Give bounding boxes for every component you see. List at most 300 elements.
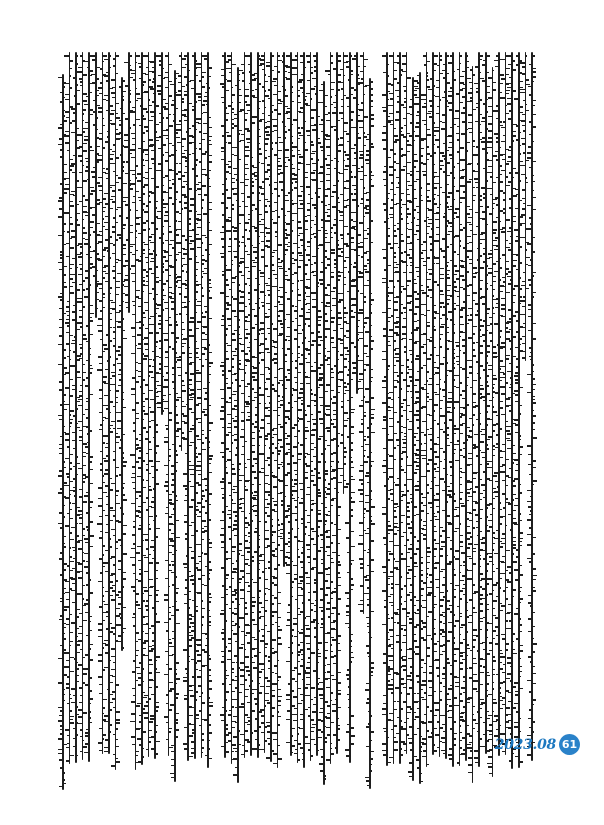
glyph-stroke — [332, 469, 336, 471]
glyph-stroke — [152, 67, 154, 69]
glyph-stroke — [155, 562, 159, 564]
glyph-stroke — [280, 446, 283, 448]
glyph-stroke — [301, 400, 303, 402]
glyph-stroke — [76, 371, 80, 373]
glyph-stroke — [178, 252, 181, 254]
glyph-stroke — [314, 627, 316, 629]
glyph-stroke — [347, 374, 350, 376]
glyph-stroke — [136, 55, 140, 57]
glyph-stroke — [162, 376, 164, 378]
glyph-stroke — [300, 561, 303, 563]
glyph-stroke — [85, 735, 88, 737]
glyph-stroke — [367, 134, 369, 136]
glyph-stroke — [99, 93, 101, 95]
glyph-stroke — [284, 162, 286, 164]
glyph-stroke — [331, 276, 334, 278]
glyph-stroke — [150, 586, 154, 588]
glyph-stroke — [308, 592, 310, 594]
glyph-stroke — [332, 305, 336, 307]
glyph-stroke — [229, 397, 231, 399]
glyph-stroke — [70, 350, 72, 352]
glyph-stroke — [271, 264, 274, 266]
glyph-stroke — [238, 553, 240, 555]
glyph-stroke — [337, 180, 339, 182]
glyph-stroke — [253, 510, 257, 512]
glyph-stroke — [357, 137, 361, 139]
glyph-stroke — [71, 163, 75, 165]
glyph-stroke — [326, 427, 329, 429]
glyph-stroke — [188, 258, 192, 260]
glyph-stroke — [302, 547, 304, 549]
glyph-stroke — [151, 222, 155, 224]
glyph-stroke — [98, 318, 101, 320]
glyph-stroke — [253, 582, 257, 584]
glyph-stroke — [232, 691, 236, 693]
glyph-stroke — [331, 89, 335, 91]
glyph-stroke — [298, 409, 302, 411]
glyph-stroke — [301, 245, 303, 247]
glyph-stroke — [145, 328, 148, 330]
glyph-stroke — [146, 262, 148, 264]
glyph-stroke — [258, 539, 260, 541]
glyph-stroke — [136, 119, 140, 121]
glyph-stroke — [165, 211, 168, 213]
glyph-stroke — [117, 420, 121, 422]
glyph-stroke — [138, 197, 141, 199]
glyph-stroke — [236, 447, 238, 449]
glyph-stroke — [162, 395, 166, 397]
glyph-stroke — [241, 555, 244, 557]
glyph-stroke — [313, 55, 317, 57]
glyph-stroke — [142, 229, 146, 231]
glyph-stroke — [195, 328, 199, 330]
glyph-stroke — [344, 386, 347, 388]
glyph-stroke — [313, 591, 316, 593]
glyph-stroke — [221, 610, 224, 612]
glyph-stroke — [188, 347, 190, 349]
glyph-stroke — [298, 247, 300, 249]
glyph-stroke — [350, 640, 352, 642]
glyph-stroke — [178, 375, 181, 377]
glyph-stroke — [350, 501, 354, 503]
glyph-stroke — [311, 755, 313, 757]
glyph-stroke — [132, 473, 135, 475]
glyph-stroke — [254, 655, 257, 657]
glyph-stroke — [271, 252, 275, 254]
glyph-stroke — [98, 676, 101, 678]
glyph-stroke — [151, 273, 154, 275]
glyph-stroke — [311, 475, 315, 477]
glyph-stroke — [63, 516, 65, 518]
glyph-stroke — [226, 269, 230, 271]
glyph-stroke — [324, 158, 327, 160]
glyph-stroke — [164, 379, 167, 381]
glyph-stroke — [188, 599, 191, 601]
glyph-stroke — [208, 318, 212, 320]
glyph-stroke — [227, 514, 230, 516]
glyph-stroke — [278, 315, 280, 317]
glyph-stroke — [298, 95, 301, 97]
glyph-stroke — [267, 545, 270, 547]
glyph-stroke — [188, 591, 190, 593]
glyph-stroke — [155, 686, 157, 688]
glyph-stroke — [60, 124, 62, 126]
glyph-stroke — [311, 500, 314, 502]
glyph-stroke — [142, 222, 146, 224]
glyph-stroke — [308, 535, 310, 537]
glyph-stroke — [70, 539, 74, 541]
glyph-stroke — [202, 616, 204, 618]
glyph-stroke — [265, 338, 268, 340]
glyph-stroke — [131, 327, 134, 329]
glyph-stroke — [166, 280, 168, 282]
glyph-stroke — [155, 725, 158, 727]
glyph-stroke — [169, 460, 171, 462]
glyph-stroke — [300, 595, 304, 597]
glyph-stroke — [169, 455, 172, 457]
glyph-stroke — [326, 717, 329, 719]
glyph-stroke — [85, 732, 89, 734]
glyph-stroke — [151, 501, 154, 503]
glyph-stroke — [245, 649, 247, 651]
glyph-stroke — [337, 728, 340, 730]
glyph-stroke — [99, 537, 102, 539]
glyph-stroke — [76, 204, 78, 206]
glyph-stroke — [171, 533, 174, 535]
glyph-stroke — [251, 74, 255, 76]
glyph-stroke — [59, 389, 63, 391]
glyph-stroke — [359, 272, 362, 274]
glyph-stroke — [133, 430, 135, 432]
glyph-stroke — [267, 433, 270, 435]
glyph-stroke — [233, 633, 237, 635]
glyph-stroke — [344, 347, 348, 349]
glyph-stroke — [196, 63, 200, 65]
glyph-stroke — [175, 697, 178, 699]
glyph-stroke — [222, 315, 224, 317]
glyph-stroke — [183, 649, 187, 651]
glyph-stroke — [175, 683, 177, 685]
glyph-stroke — [111, 483, 115, 485]
glyph-stroke — [261, 715, 264, 717]
glyph-stroke — [104, 715, 108, 717]
glyph-stroke — [170, 540, 174, 542]
glyph-stroke — [248, 299, 251, 301]
glyph-stroke — [291, 136, 293, 138]
glyph-stroke — [208, 680, 212, 682]
glyph-stroke — [72, 389, 75, 391]
glyph-stroke — [139, 721, 141, 723]
glyph-stroke — [226, 220, 230, 222]
glyph-stroke — [116, 739, 118, 741]
glyph-stroke — [268, 491, 271, 493]
glyph-stroke — [93, 231, 95, 233]
glyph-stroke — [267, 725, 270, 727]
glyph-stroke — [255, 89, 257, 91]
glyph-stroke — [268, 98, 270, 100]
glyph-stroke — [370, 175, 374, 177]
glyph-stroke — [298, 661, 300, 663]
glyph-stroke — [326, 135, 329, 137]
glyph-stroke — [258, 652, 261, 654]
glyph-stroke — [337, 74, 341, 76]
glyph-stroke — [84, 752, 88, 754]
glyph-stroke — [203, 273, 207, 275]
glyph-stroke — [232, 64, 236, 66]
glyph-stroke — [116, 397, 118, 399]
glyph-stroke — [319, 172, 323, 174]
glyph-stroke — [175, 430, 179, 432]
glyph-stroke — [357, 104, 359, 106]
glyph-stroke — [271, 193, 273, 195]
glyph-stroke — [70, 419, 73, 421]
glyph-stroke — [294, 59, 297, 61]
glyph-stroke — [359, 127, 363, 129]
glyph-stroke — [293, 565, 297, 567]
glyph-stroke — [96, 182, 100, 184]
glyph-stroke — [85, 199, 89, 201]
glyph-stroke — [78, 298, 82, 300]
glyph-stroke — [72, 432, 75, 434]
glyph-stroke — [225, 589, 228, 591]
glyph-stroke — [233, 230, 237, 232]
glyph-stroke — [158, 315, 161, 317]
glyph-stroke — [225, 308, 229, 310]
glyph-stroke — [271, 472, 273, 474]
glyph-stroke — [175, 191, 177, 193]
glyph-stroke — [251, 680, 253, 682]
glyph-stroke — [361, 198, 363, 200]
glyph-stroke — [144, 355, 148, 357]
glyph-stroke — [326, 608, 329, 610]
glyph-stroke — [169, 731, 172, 733]
glyph-stroke — [245, 486, 247, 488]
glyph-stroke — [274, 66, 276, 68]
glyph-stroke — [327, 258, 329, 260]
glyph-stroke — [208, 732, 212, 734]
glyph-stroke — [240, 589, 243, 591]
glyph-stroke — [105, 485, 109, 487]
glyph-stroke — [105, 173, 108, 175]
glyph-stroke — [122, 494, 125, 496]
glyph-stroke — [89, 677, 91, 679]
glyph-stroke — [87, 442, 89, 444]
glyph-stroke — [63, 467, 66, 469]
glyph-stroke — [235, 687, 237, 689]
glyph-stroke — [306, 186, 310, 188]
glyph-stroke — [188, 547, 192, 549]
glyph-stroke — [251, 185, 254, 187]
glyph-stroke — [344, 307, 346, 309]
glyph-stroke — [274, 130, 277, 132]
glyph-stroke — [331, 753, 335, 755]
glyph-stroke — [326, 574, 329, 576]
glyph-stroke — [85, 542, 89, 544]
glyph-stroke — [162, 256, 166, 258]
glyph-stroke — [284, 339, 287, 341]
glyph-stroke — [248, 219, 250, 221]
glyph-stroke — [182, 270, 184, 272]
glyph-stroke — [274, 109, 277, 111]
glyph-stroke — [208, 244, 211, 246]
glyph-stroke — [146, 130, 148, 132]
glyph-stroke — [142, 756, 144, 758]
glyph-stroke — [321, 623, 323, 625]
glyph-stroke — [73, 695, 75, 697]
glyph-stroke — [314, 636, 317, 638]
glyph-stroke — [152, 163, 154, 165]
glyph-stroke — [197, 118, 201, 120]
glyph-stroke — [149, 249, 151, 251]
glyph-stroke — [104, 604, 108, 606]
glyph-stroke — [78, 155, 82, 157]
glyph-stroke — [165, 513, 167, 515]
glyph-stroke — [337, 635, 341, 637]
glyph-stroke — [178, 178, 181, 180]
text-line — [207, 52, 209, 768]
glyph-stroke — [89, 227, 92, 229]
glyph-stroke — [116, 157, 120, 159]
glyph-stroke — [190, 469, 194, 471]
glyph-stroke — [306, 254, 309, 256]
glyph-stroke — [60, 257, 62, 259]
glyph-stroke — [248, 720, 250, 722]
glyph-stroke — [314, 66, 316, 68]
glyph-stroke — [267, 328, 270, 330]
glyph-stroke — [79, 436, 81, 438]
glyph-stroke — [146, 480, 148, 482]
glyph-stroke — [350, 578, 352, 580]
glyph-stroke — [291, 150, 293, 152]
glyph-stroke — [78, 540, 82, 542]
glyph-stroke — [202, 600, 204, 602]
glyph-stroke — [245, 168, 249, 170]
glyph-stroke — [337, 718, 339, 720]
glyph-stroke — [142, 269, 145, 271]
glyph-stroke — [76, 616, 79, 618]
glyph-stroke — [155, 452, 157, 454]
glyph-stroke — [234, 238, 237, 240]
glyph-stroke — [92, 59, 95, 61]
glyph-stroke — [71, 191, 75, 193]
glyph-stroke — [261, 193, 264, 195]
glyph-stroke — [171, 572, 174, 574]
glyph-stroke — [208, 621, 210, 623]
glyph-stroke — [172, 367, 174, 369]
glyph-stroke — [83, 93, 87, 95]
glyph-stroke — [79, 201, 81, 203]
glyph-stroke — [255, 463, 257, 465]
glyph-stroke — [182, 346, 184, 348]
glyph-stroke — [341, 238, 343, 240]
glyph-stroke — [150, 111, 154, 113]
glyph-stroke — [92, 266, 95, 268]
glyph-stroke — [150, 546, 154, 548]
glyph-stroke — [150, 242, 154, 244]
glyph-stroke — [184, 748, 188, 750]
glyph-stroke — [198, 194, 201, 196]
glyph-stroke — [70, 169, 72, 171]
glyph-stroke — [326, 384, 330, 386]
glyph-stroke — [63, 409, 67, 411]
glyph-stroke — [324, 233, 328, 235]
glyph-stroke — [70, 268, 72, 270]
glyph-stroke — [112, 308, 115, 310]
glyph-stroke — [321, 756, 323, 758]
glyph-stroke — [208, 374, 211, 376]
glyph-stroke — [266, 407, 270, 409]
glyph-stroke — [119, 369, 122, 371]
glyph-stroke — [228, 251, 230, 253]
glyph-stroke — [286, 661, 290, 663]
glyph-stroke — [260, 709, 264, 711]
glyph-stroke — [273, 611, 277, 613]
glyph-stroke — [142, 84, 144, 86]
glyph-stroke — [99, 516, 102, 518]
glyph-stroke — [139, 728, 142, 730]
glyph-stroke — [72, 385, 76, 387]
glyph-stroke — [346, 537, 350, 539]
glyph-stroke — [347, 572, 349, 574]
glyph-stroke — [354, 249, 356, 251]
glyph-stroke — [204, 719, 208, 721]
glyph-stroke — [359, 338, 363, 340]
glyph-stroke — [339, 220, 343, 222]
glyph-stroke — [146, 275, 148, 277]
glyph-stroke — [109, 199, 112, 201]
glyph-stroke — [208, 705, 212, 707]
glyph-stroke — [142, 203, 145, 205]
glyph-stroke — [279, 380, 283, 382]
glyph-stroke — [273, 94, 277, 96]
glyph-stroke — [295, 474, 297, 476]
glyph-stroke — [63, 426, 65, 428]
glyph-stroke — [232, 87, 234, 89]
glyph-stroke — [354, 262, 356, 264]
glyph-stroke — [365, 401, 369, 403]
glyph-stroke — [364, 230, 368, 232]
glyph-stroke — [234, 520, 237, 522]
glyph-stroke — [225, 189, 228, 191]
glyph-stroke — [288, 546, 290, 548]
glyph-stroke — [325, 70, 329, 72]
glyph-stroke — [241, 454, 244, 456]
glyph-stroke — [241, 350, 244, 352]
glyph-stroke — [281, 208, 283, 210]
glyph-stroke — [299, 363, 303, 365]
glyph-stroke — [109, 55, 111, 57]
glyph-stroke — [188, 301, 190, 303]
glyph-stroke — [202, 312, 204, 314]
glyph-stroke — [288, 159, 290, 161]
glyph-stroke — [247, 547, 250, 549]
glyph-stroke — [367, 456, 369, 458]
glyph-stroke — [83, 206, 87, 208]
glyph-stroke — [155, 590, 159, 592]
glyph-stroke — [185, 587, 188, 589]
glyph-stroke — [222, 102, 224, 104]
glyph-stroke — [60, 101, 62, 103]
glyph-stroke — [348, 271, 350, 273]
glyph-stroke — [337, 55, 341, 57]
glyph-stroke — [202, 752, 204, 754]
glyph-stroke — [344, 160, 346, 162]
glyph-stroke — [346, 731, 349, 733]
glyph-stroke — [122, 513, 124, 515]
glyph-stroke — [106, 628, 108, 630]
glyph-stroke — [320, 749, 323, 751]
glyph-stroke — [265, 403, 267, 405]
